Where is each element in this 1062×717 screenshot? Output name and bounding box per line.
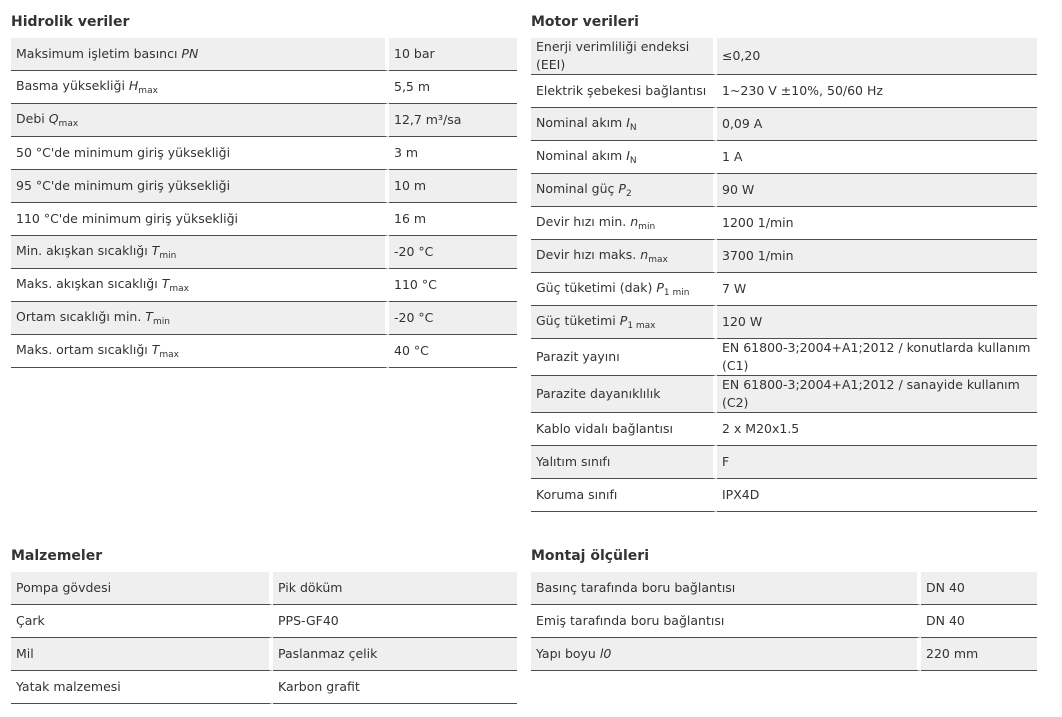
row-label	[11, 671, 273, 704]
row-symbol: P	[618, 181, 626, 196]
mounting-section	[531, 542, 1037, 671]
table-row	[531, 605, 1037, 638]
row-label-text: Güç tüketimi	[536, 313, 620, 328]
table-row	[11, 236, 517, 269]
row-subscript: max	[169, 284, 189, 294]
table-row	[531, 376, 1037, 413]
table-row	[531, 572, 1037, 605]
row-label	[11, 335, 389, 368]
table-row	[11, 269, 517, 302]
row-label-text: Nominal güç	[536, 181, 619, 196]
row-value: IPX4D	[717, 479, 1037, 512]
row-symbol: T	[161, 276, 170, 291]
row-label-text: Emiş tarafında boru bağlantısı	[536, 613, 725, 628]
row-label	[11, 302, 389, 335]
row-label-text: Devir hızı min.	[536, 214, 631, 229]
row-label-text: 110 °C'de minimum giriş yüksekliği	[16, 211, 238, 226]
row-label	[531, 207, 717, 240]
row-value: 40 °C	[389, 335, 517, 368]
row-label-text: Nominal akım	[536, 148, 627, 163]
row-label	[11, 638, 273, 671]
table-row	[11, 71, 517, 104]
table-row	[531, 479, 1037, 512]
table-row	[11, 170, 517, 203]
table-row	[11, 671, 517, 704]
motor-table	[531, 38, 1037, 512]
table-row	[11, 203, 517, 236]
row-symbol: P	[619, 313, 628, 328]
row-label	[531, 174, 717, 207]
row-label	[531, 638, 921, 671]
row-label	[531, 376, 717, 413]
row-subscript: min	[152, 317, 170, 327]
row-label-text: Yalıtım sınıfı	[536, 454, 611, 469]
row-value: DN 40	[921, 605, 1037, 638]
row-value: Karbon grafit	[273, 671, 517, 704]
row-subscript: N	[629, 123, 637, 133]
table-row	[11, 38, 517, 71]
row-label-text: Basınç tarafında boru bağlantısı	[536, 580, 736, 595]
row-subscript: max	[648, 255, 668, 265]
table-row	[531, 174, 1037, 207]
row-value: ≤0,20	[717, 38, 1037, 75]
row-label-text: Çark	[16, 613, 45, 628]
row-label	[531, 240, 717, 273]
row-value: 12,7 m³/sa	[389, 104, 517, 137]
row-label-text: Basma yüksekliği	[16, 78, 129, 93]
row-value: 5,5 m	[389, 71, 517, 104]
row-label	[531, 572, 921, 605]
table-row	[531, 108, 1037, 141]
row-label-text: Yatak malzemesi	[16, 679, 121, 694]
row-symbol: PN	[181, 46, 199, 61]
row-label-text: Maksimum işletim basıncı	[16, 46, 182, 61]
row-label-text: Devir hızı maks.	[536, 247, 641, 262]
table-row	[531, 273, 1037, 306]
table-row	[11, 104, 517, 137]
materials-section	[11, 542, 517, 704]
row-value: -20 °C	[389, 302, 517, 335]
row-label-text: Parazite dayanıklılık	[536, 386, 661, 401]
row-label	[11, 269, 389, 302]
row-label-text: Güç tüketimi (dak)	[536, 280, 657, 295]
row-symbol: T	[145, 309, 153, 324]
row-label-text: Yapı boyu	[536, 646, 600, 661]
row-value: 90 W	[717, 174, 1037, 207]
row-label	[531, 108, 717, 141]
table-row	[531, 446, 1037, 479]
row-value: Paslanmaz çelik	[273, 638, 517, 671]
row-label	[11, 104, 389, 137]
row-label	[531, 479, 717, 512]
row-symbol: T	[151, 342, 160, 357]
row-subscript: 2	[625, 189, 632, 199]
row-value: 3 m	[389, 137, 517, 170]
table-row	[531, 75, 1037, 108]
row-label-text: Pompa gövdesi	[16, 580, 112, 595]
row-value: 0,09 A	[717, 108, 1037, 141]
table-row	[531, 38, 1037, 75]
row-label-text: Kablo vidalı bağlantısı	[536, 421, 673, 436]
row-label-text: Maks. akışkan sıcaklığı	[16, 276, 162, 291]
table-row	[11, 302, 517, 335]
row-label	[11, 38, 389, 71]
table-row	[531, 638, 1037, 671]
materials-title: Malzemeler	[11, 548, 103, 564]
row-label	[11, 236, 389, 269]
hydraulic-table	[11, 38, 517, 368]
row-value: -20 °C	[389, 236, 517, 269]
row-label-text: Ortam sıcaklığı min.	[16, 309, 146, 324]
table-row	[531, 413, 1037, 446]
row-label-text: Nominal akım	[536, 115, 627, 130]
row-value: 7 W	[717, 273, 1037, 306]
row-label	[531, 413, 717, 446]
row-value: 110 °C	[389, 269, 517, 302]
row-subscript: max	[159, 350, 179, 360]
row-label	[531, 339, 717, 376]
table-row	[531, 141, 1037, 174]
row-value: 3700 1/min	[717, 240, 1037, 273]
row-value: 2 x M20x1.5	[717, 413, 1037, 446]
row-symbol: Q	[48, 111, 59, 126]
row-label	[531, 38, 717, 75]
row-subscript: 1 max	[627, 321, 656, 331]
row-label-text: Mil	[16, 646, 34, 661]
row-value: 10 m	[389, 170, 517, 203]
row-label	[531, 273, 717, 306]
table-row	[531, 306, 1037, 339]
row-symbol: T	[151, 243, 160, 258]
row-label-text: Min. akışkan sıcaklığı	[16, 243, 152, 258]
row-value: 1 A	[717, 141, 1037, 174]
row-value: 16 m	[389, 203, 517, 236]
row-label	[531, 446, 717, 479]
row-symbol: I	[626, 148, 630, 163]
row-symbol: l0	[599, 646, 612, 661]
motor-title: Motor verileri	[531, 14, 639, 30]
table-row	[531, 207, 1037, 240]
row-subscript: N	[629, 156, 637, 166]
row-label-text: Debi	[16, 111, 49, 126]
row-subscript: 1 min	[663, 288, 690, 298]
row-label-text: Parazit yayını	[536, 349, 620, 364]
row-label	[11, 137, 389, 170]
row-symbol: n	[640, 247, 649, 262]
table-row	[531, 339, 1037, 376]
motor-section	[531, 8, 1037, 512]
row-subscript: max	[138, 86, 158, 96]
table-row	[11, 572, 517, 605]
row-label	[531, 306, 717, 339]
row-subscript: max	[58, 119, 79, 129]
row-value: EN 61800-3;2004+A1;2012 / sanayide kullanım (C2)	[717, 376, 1037, 413]
row-value: 220 mm	[921, 638, 1037, 671]
table-row	[11, 137, 517, 170]
row-label-text: Koruma sınıfı	[536, 487, 618, 502]
row-symbol: I	[626, 115, 630, 130]
materials-table	[11, 572, 517, 704]
table-row	[11, 335, 517, 368]
row-label	[11, 170, 389, 203]
row-symbol: H	[128, 78, 139, 93]
row-label	[531, 141, 717, 174]
mounting-table	[531, 572, 1037, 671]
row-label	[531, 605, 921, 638]
row-value: DN 40	[921, 572, 1037, 605]
row-value: Pik döküm	[273, 572, 517, 605]
row-subscript: min	[638, 222, 656, 232]
row-subscript: min	[159, 251, 177, 261]
row-label	[11, 572, 273, 605]
hydraulic-section	[11, 8, 517, 368]
row-value: F	[717, 446, 1037, 479]
row-label-text: Elektrik şebekesi bağlantısı	[536, 83, 707, 98]
row-value: PPS-GF40	[273, 605, 517, 638]
row-label-text: 95 °C'de minimum giriş yüksekliği	[16, 178, 231, 193]
mounting-title: Montaj ölçüleri	[531, 548, 650, 564]
row-label	[11, 605, 273, 638]
row-label-text: Maks. ortam sıcaklığı	[16, 342, 152, 357]
row-label	[531, 75, 717, 108]
hydraulic-title: Hidrolik veriler	[11, 14, 130, 30]
row-symbol: P	[656, 280, 664, 295]
row-symbol: n	[630, 214, 639, 229]
row-label	[11, 203, 389, 236]
row-value: 120 W	[717, 306, 1037, 339]
table-row	[531, 240, 1037, 273]
row-label	[11, 71, 389, 104]
row-value: 1~230 V ±10%, 50/60 Hz	[717, 75, 1037, 108]
row-label-text: 50 °C'de minimum giriş yüksekliği	[16, 145, 231, 160]
table-row	[11, 605, 517, 638]
row-value: 10 bar	[389, 38, 517, 71]
row-value: EN 61800-3;2004+A1;2012 / konutlarda kullanım (C1)	[717, 339, 1037, 376]
table-row	[11, 638, 517, 671]
row-value: 1200 1/min	[717, 207, 1037, 240]
row-label-text: Enerji verimliliği endeksi (EEI)	[536, 39, 690, 72]
